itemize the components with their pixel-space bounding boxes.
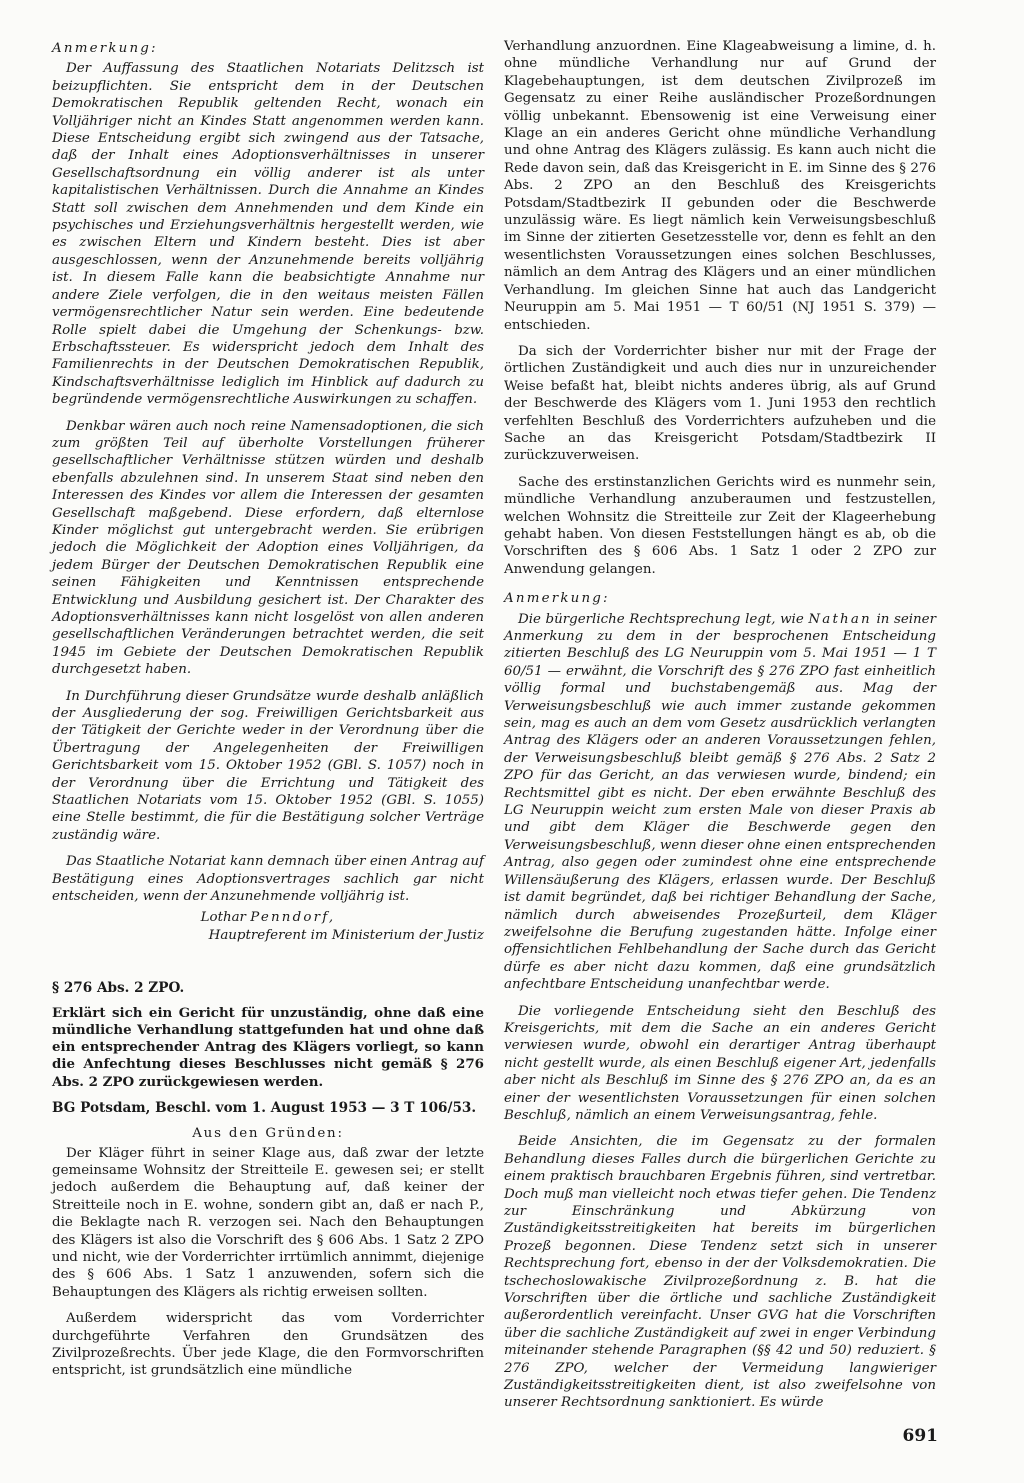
paragraph: Der Kläger führt in seiner Klage aus, daß zwar der letzte gemeinsame Wohnsitz der Streitteile E. gewesen sei; er stellt jedoch außerdem die Behauptung auf, daß keiner der Streitteile noch in E. wohne, sondern gibt an, daß er nach P., die Beklagte nach R. verzogen sei. Nach den Behauptungen des Klägers ist also die Vorschrift des § 606 Abs. 1 Satz 2 ZPO und nicht, wie der Vorderrichter irrtümlich annimmt, diejenige des § 606 Abs. 1 Satz 1 anzuwenden, sofern sich die Behauptungen des Klägers als richtig erweisen sollten. [52, 1145, 484, 1300]
signature-role: Hauptreferent im Ministerium der Justiz [208, 927, 484, 943]
paragraph: In Durchführung dieser Grundsätze wurde deshalb anläßlich der Ausgliederung der sog. Freiwilligen Gerichtsbarkeit aus der Tätigkeit der Gerichte weder in der Verordnung über die Übertragung der Angelegenheiten der Freiwilligen Gerichtsbarkeit vom 15. Oktober 1952 (GBl. S. 1057) noch in der Verordnung über die Errichtung und Tätigkeit des Staatlichen Notariats vom 15. Oktober 1952 (GBl. S. 1055) eine Stelle bestimmt, die für die Bestätigung solcher Verträge zuständig wäre. [52, 688, 484, 843]
page-number: 691 [902, 1426, 938, 1446]
paragraph: Das Staatliche Notariat kann demnach über einen Antrag auf Bestätigung eines Adoptionsvertrages sachlich gar nicht entscheiden, wenn der Anzunehmende volljährig ist. [52, 854, 484, 905]
annotation-heading: Anmerkung: [504, 591, 610, 607]
right-column [504, 40, 936, 1421]
text-run: Die bürgerliche Rechtsprechung legt, wie [518, 611, 809, 627]
paragraph: Der Auffassung des Staatlichen Notariats Delitzsch ist beizupflichten. Sie entspricht dem in der Deutschen Demokratischen Republik geltenden Recht, wonach ein Volljähriger nicht an Kindes Statt angenommen werden kann. Diese Entscheidung ergibt sich zwingend aus der Tatsache, daß der Inhalt eines Adoptionsverhältnisses in unserer Gesellschaftsordnung ein völlig anderer ist als unter kapitalistischen Verhältnissen. Durch die Annahme an Kindes Statt soll zwischen dem Annehmenden und dem Kinde ein psychisches und Erziehungsverhältnis hergestellt werden, wie es zwischen Eltern und Kindern besteht. Dies ist aber ausgeschlossen, wenn der Anzunehmende bereits volljährig ist. In diesem Falle kann die beabsichtigte Annahme nur andere Ziele verfolgen, die in den weitaus meisten Fällen vermögensrechtlicher Natur sein werden. Eine bedeutende Rolle spielt dabei die Umgehung der Schenkungs- bzw. Erbschaftssteuer. Es widerspricht jedoch dem Inhalt des Familienrechts in der Deutschen Demokratischen Republik, Kindschaftsverhältnisse lediglich im Hinblick auf dadurch zu begründende vermögensrechtliche Auswirkungen zu schaffen. [52, 61, 484, 408]
law-title: § 276 Abs. 2 ZPO. [52, 980, 185, 997]
text-run: in seiner Anmerkung zu dem in der besprochenen Entscheidung zitierten Beschluß des LG Neuruppin vom 5. Mai 1951 — 1 T 60/51 — erwähnt, die Vorschrift des § 276 ZPO fast einheitlich völlig formal und buchstabengemäß aus. Mag der Verweisungsbeschluß wie auch immer zustande gekommen sein, mag es auch an dem vom Gesetz ausdrücklich verlangten Antrag des Klägers oder an anderen Voraussetzungen fehlen, der Verweisungsbeschluß bleibt gemäß § 276 Abs. 2 Satz 2 ZPO für das Gericht, an das verwiesen wurde, bindend; ein Rechtsmittel gibt es nicht. Der eben erwähnte Beschluß des LG Neuruppin weicht zum ersten Male von dieser Praxis ab und gibt dem Kläger die Beschwerde gegen den Verweisungsbeschluß, wenn dieser ohne einen entsprechenden Antrag, also gegen oder zumindest ohne eine entsprechende Willensäußerung des Klägers, erlassen wurde. Der Beschluß ist damit begründet, daß bei richtiger Behandlung der Sache, nämlich durch abweisendes Prozeßurteil, dem Kläger zweifelsohne die Berufung zugestanden hätte. Infolge einer offensichtlichen Fehlbehandlung der Sache durch das Gericht dürfe es aber nicht dazu kommen, daß eine grundsätzlich anfechtbare Entscheidung unanfechtbar werde. [504, 611, 936, 993]
paragraph: Die vorliegende Entscheidung sieht den Beschluß des Kreisgerichts, mit dem die Sache an ein anderes Gericht verwiesen wurde, obwohl ein derartiger Antrag überhaupt nicht gestellt wurde, als einen Beschluß eigener Art, jedenfalls aber nicht als Beschluß im Sinne des § 276 ZPO an, da es an einer der wesentlichsten Voraussetzungen für einen solchen Beschluß, nämlich an einem Verweisungsantrag, fehle. [504, 1003, 936, 1123]
paragraph: Sache des erstinstanzlichen Gerichts wird es nunmehr sein, mündliche Verhandlung anzuberaumen und festzustellen, welchen Wohnsitz die Streitteile zur Zeit der Klageerhebung gehabt haben. Von diesen Feststellungen hängt es ab, ob die Vorschriften des § 606 Abs. 1 Satz 1 oder 2 ZPO zur Anwendung gelangen. [504, 474, 936, 577]
signature-first-name: Lothar [200, 909, 246, 925]
left-column [52, 40, 484, 1389]
law-summary: Erklärt sich ein Gericht für unzuständig, ohne daß eine mündliche Verhandlung stattgefunden hat und ohne daß ein entsprechender Antrag des Klägers vorliegt, so kann die Anfechtung dieses Beschlusses nicht gemäß § 276 Abs. 2 ZPO zurückgewiesen werden. [52, 1004, 484, 1090]
paragraph: Denkbar wären auch noch reine Namensadoptionen, die sich zum größten Teil auf überholte Vorstellungen früherer gesellschaftlicher Verhältnisse stützen würden und deshalb ebenfalls abzulehnen sind. In unserem Staat sind neben den Interessen des Kindes vor allem die Interessen der gesamten Gesellschaft maßgebend. Diese erfordern, daß elternlose Kinder möglichst gut untergebracht werden. Sie erübrigen jedoch die Möglichkeit der Adoption eines Volljährigen, da jedem Bürger der Deutschen Demokratischen Republik eine seinen Fähigkeiten und Kenntnissen entsprechende Entwicklung und Ausbildung gesichert ist. Der Charakter des Adoptionsverhältnisses kann nicht losgelöst von allen anderen gesellschaftlichen Veränderungen betrachtet werden, die seit 1945 im Gebiete der Deutschen Demokratischen Republik durchgesetzt haben. [52, 418, 484, 678]
annotation-heading: Anmerkung: [52, 41, 158, 56]
right-flow [504, 38, 936, 1412]
paragraph: Da sich der Vorderrichter bisher nur mit der Frage der örtlichen Zuständigkeit und auch dies nur in unzureichender Weise befaßt hat, bleibt nichts anderes übrig, als auf Grund der Beschwerde des Klägers vom 1. Juni 1953 den rechtlich verfehlten Beschluß des Vorderrichters aufzuheben und die Sache an das Kreisgericht Potsdam/Stadtbezirk II zurückzuverweisen. [504, 343, 936, 464]
court-citation: BG Potsdam, Beschl. vom 1. August 1953 — 3 T 106/53. [52, 1099, 477, 1116]
paragraph: Außerdem widerspricht das vom Vorderrichter durchgeführte Verfahren den Grundsätzen des Zivilprozeßrechts. Über jede Klage, die den Formvorschriften entspricht, ist grundsätzlich eine mündliche [52, 1311, 484, 1379]
signature-name [52, 909, 484, 926]
paragraph [504, 611, 936, 994]
author-name: Nathan [808, 611, 872, 627]
reasons-heading: Aus den Gründen: [192, 1126, 344, 1142]
signature-last-name: Penndorf, [250, 909, 336, 925]
paragraph: Beide Ansichten, die im Gegensatz zu der formalen Behandlung dieses Falles durch die bürgerlichen Gerichte zu einem praktisch brauchbaren Ergebnis führen, sind vertretbar. Doch muß man vielleicht noch etwas tiefer gehen. Die Tendenz zur Einschränkung und Abkürzung von Zuständigkeitsstreitigkeiten hat bereits im bürgerlichen Prozeß begonnen. Diese Tendenz setzt sich in unserer Rechtsprechung fort, ebenso in der der Volksdemokratien. Die tschechoslowakische Zivilprozeßordnung z. B. hat die Vorschriften über die örtliche und sachliche Zuständigkeit außerordentlich vereinfacht. Unser GVG hat die Vorschriften über die sachliche Zuständigkeit auf zwei in enger Verbindung miteinander stehende Paragraphen (§§ 42 und 50) reduziert. § 276 ZPO, welcher der Vermeidung langwieriger Zuständigkeitsstreitigkeiten dient, ist also zweifelsohne von unserer Rechtsordnung sanktioniert. Es würde [504, 1134, 936, 1411]
paragraph: Verhandlung anzuordnen. Eine Klageabweisung a limine, d. h. ohne mündliche Verhandlung nur auf Grund der Klagebehauptungen, ist dem deutschen Zivilprozeß im Gegensatz zu einer Reihe ausländischer Prozeßordnungen völlig unbekannt. Ebensowenig ist eine Verweisung einer Klage an ein anderes Gericht ohne mündliche Verhandlung und ohne Antrag des Klägers zulässig. Es kann auch nicht die Rede davon sein, daß das Kreisgericht in E. im Sinne des § 276 Abs. 2 ZPO an den Beschluß des Kreisgerichts Potsdam/Stadtbezirk II gebunden oder die Beschwerde unzulässig wäre. Es liegt nämlich kein Verweisungsbeschluß im Sinne der zitierten Gesetzesstelle vor, denn es fehlt an den wesentlichsten Voraussetzungen eines solchen Beschlusses, nämlich an dem Antrag des Klägers und an einer mündlichen Verhandlung. Im gleichen Sinne hat auch das Landgericht Neuruppin am 5. Mai 1951 — T 60/51 (NJ 1951 S. 379) — entschieden. [504, 39, 936, 333]
